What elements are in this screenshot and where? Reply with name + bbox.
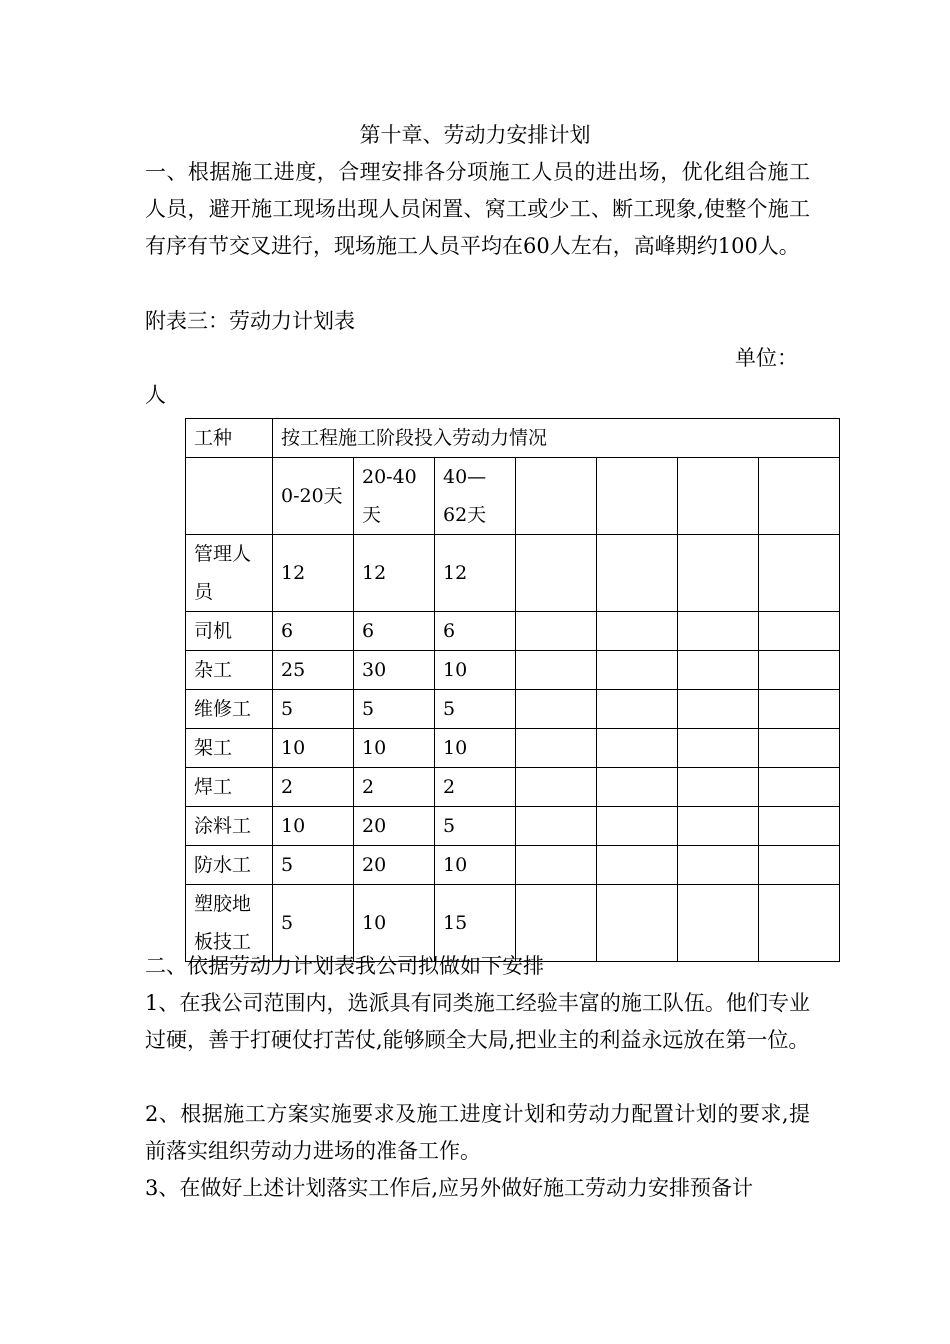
unit-label: 单位： bbox=[735, 346, 798, 370]
value-cell: 5 bbox=[273, 690, 354, 729]
period-cell bbox=[759, 458, 840, 535]
value-cell bbox=[759, 768, 840, 807]
value-cell bbox=[516, 729, 597, 768]
value-cell bbox=[516, 846, 597, 885]
arrangement-item-3: 3、在做好上述计划落实工作后,应另外做好施工劳动力安排预备计 bbox=[145, 1176, 754, 1200]
period-cell: 20-40天 bbox=[354, 458, 435, 535]
table-row bbox=[186, 651, 840, 690]
value-cell bbox=[597, 807, 678, 846]
value-cell bbox=[678, 729, 759, 768]
value-cell bbox=[516, 807, 597, 846]
unit-value: 人 bbox=[145, 383, 166, 407]
value-cell bbox=[597, 846, 678, 885]
value-cell bbox=[516, 535, 597, 612]
appendix-title: 附表三：劳动力计划表 bbox=[145, 309, 355, 333]
value-cell: 15 bbox=[435, 885, 516, 962]
value-cell bbox=[759, 612, 840, 651]
value-cell bbox=[516, 768, 597, 807]
value-cell: 5 bbox=[273, 846, 354, 885]
trade-cell: 管理人员 bbox=[186, 535, 273, 612]
value-cell: 12 bbox=[273, 535, 354, 612]
value-cell bbox=[516, 612, 597, 651]
value-cell: 10 bbox=[435, 729, 516, 768]
value-cell bbox=[597, 535, 678, 612]
value-cell bbox=[678, 651, 759, 690]
value-cell: 10 bbox=[273, 807, 354, 846]
value-cell: 10 bbox=[354, 885, 435, 962]
value-cell: 2 bbox=[354, 768, 435, 807]
trade-cell: 防水工 bbox=[186, 846, 273, 885]
arrangement-item-1: 1、在我公司范围内，选派具有同类施工经验丰富的施工队伍。他们专业过硬，善于打硬仗打苦仗,能够顾全大局,把业主的利益永远放在第一位。 bbox=[145, 991, 810, 1052]
trade-cell: 焊工 bbox=[186, 768, 273, 807]
trade-cell: 杂工 bbox=[186, 651, 273, 690]
header-stage-span: 按工程施工阶段投入劳动力情况 bbox=[273, 419, 840, 458]
value-cell bbox=[678, 846, 759, 885]
value-cell: 6 bbox=[354, 612, 435, 651]
trade-cell: 涂料工 bbox=[186, 807, 273, 846]
value-cell: 25 bbox=[273, 651, 354, 690]
value-cell: 12 bbox=[435, 535, 516, 612]
value-cell: 5 bbox=[435, 807, 516, 846]
table-row bbox=[186, 807, 840, 846]
table-row bbox=[186, 729, 840, 768]
value-cell: 30 bbox=[354, 651, 435, 690]
value-cell bbox=[597, 690, 678, 729]
period-cell bbox=[516, 458, 597, 535]
trade-cell: 司机 bbox=[186, 612, 273, 651]
value-cell bbox=[597, 651, 678, 690]
value-cell: 5 bbox=[354, 690, 435, 729]
table-row bbox=[186, 690, 840, 729]
value-cell bbox=[759, 535, 840, 612]
chapter-title: 第十章、劳动力安排计划 bbox=[359, 123, 591, 147]
header-trade: 工种 bbox=[186, 419, 273, 458]
paragraph-1: 一、根据施工进度，合理安排各分项施工人员的进出场，优化组合施工人员，避开施工现场出现人员闲置、窝工或少工、断工现象,使整个施工有序有节交叉进行，现场施工人员平均在60人左右，高峰期约100人。 bbox=[145, 160, 810, 258]
value-cell bbox=[597, 729, 678, 768]
table-row bbox=[186, 768, 840, 807]
value-cell: 12 bbox=[354, 535, 435, 612]
value-cell bbox=[759, 690, 840, 729]
trade-cell: 塑胶地板技工 bbox=[186, 885, 273, 962]
period-cell bbox=[678, 458, 759, 535]
trade-cell: 维修工 bbox=[186, 690, 273, 729]
value-cell bbox=[678, 690, 759, 729]
value-cell: 10 bbox=[354, 729, 435, 768]
value-cell bbox=[678, 768, 759, 807]
table-header-row bbox=[186, 419, 840, 458]
period-cell: 40—62天 bbox=[435, 458, 516, 535]
value-cell: 6 bbox=[273, 612, 354, 651]
value-cell: 10 bbox=[435, 846, 516, 885]
value-cell: 5 bbox=[435, 690, 516, 729]
value-cell bbox=[759, 846, 840, 885]
value-cell: 10 bbox=[273, 729, 354, 768]
value-cell: 20 bbox=[354, 807, 435, 846]
value-cell bbox=[759, 729, 840, 768]
value-cell bbox=[516, 690, 597, 729]
labor-plan-table bbox=[185, 418, 840, 962]
value-cell bbox=[759, 807, 840, 846]
value-cell bbox=[759, 651, 840, 690]
trade-cell: 架工 bbox=[186, 729, 273, 768]
table-row bbox=[186, 612, 840, 651]
value-cell: 5 bbox=[273, 885, 354, 962]
period-blank-cell bbox=[186, 458, 273, 535]
table-row bbox=[186, 535, 840, 612]
arrangement-item-2: 2、根据施工方案实施要求及施工进度计划和劳动力配置计划的要求,提前落实组织劳动力进场的准备工作。 bbox=[145, 1102, 810, 1163]
period-cell: 0-20天 bbox=[273, 458, 354, 535]
value-cell bbox=[597, 612, 678, 651]
table-period-row bbox=[186, 458, 840, 535]
table-row bbox=[186, 846, 840, 885]
value-cell bbox=[516, 651, 597, 690]
value-cell bbox=[678, 807, 759, 846]
value-cell: 2 bbox=[435, 768, 516, 807]
value-cell bbox=[678, 612, 759, 651]
value-cell: 20 bbox=[354, 846, 435, 885]
section-2-heading: 二、依据劳动力计划表我公司拟做如下安排 bbox=[145, 954, 544, 978]
value-cell: 2 bbox=[273, 768, 354, 807]
value-cell: 6 bbox=[435, 612, 516, 651]
value-cell: 10 bbox=[435, 651, 516, 690]
period-cell bbox=[597, 458, 678, 535]
value-cell bbox=[678, 535, 759, 612]
value-cell bbox=[597, 768, 678, 807]
